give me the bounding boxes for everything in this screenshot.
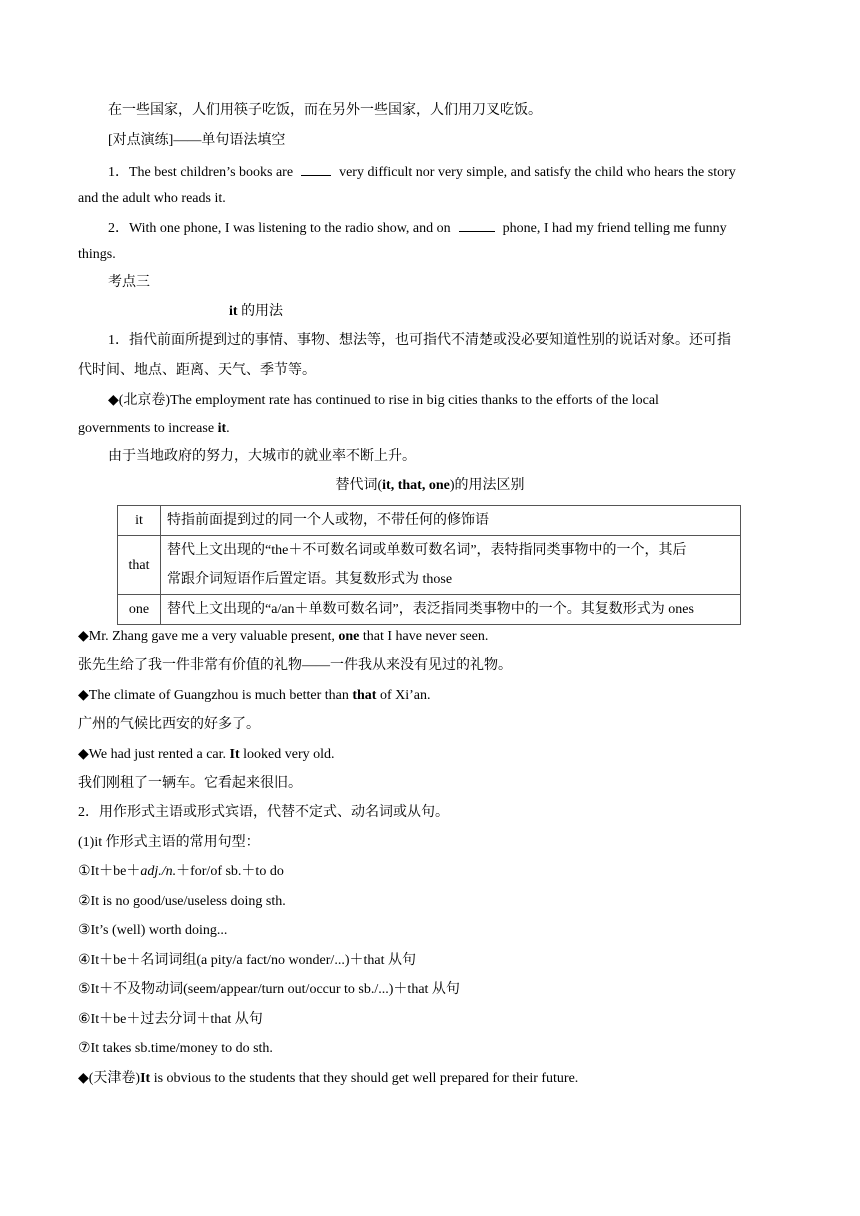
table-desc-that-line-2: 常跟介词短语作后置定语。其复数形式为 those <box>167 572 453 587</box>
question-1-text-pre: The best children’s books are <box>129 165 294 180</box>
table-title-bold: it, that, one <box>382 478 450 493</box>
example-2-translation: 张先生给了我一件非常有价值的礼物——一件我从来没有见过的礼物。 <box>78 658 512 673</box>
section-title <box>229 302 283 322</box>
question-2-continuation: things. <box>78 247 116 262</box>
pattern-1-italic: adj./n. <box>140 864 177 879</box>
example-3-bold: that <box>352 688 377 703</box>
table-desc-it: 特指前面提到过的同一个人或物，不带任何的修饰语 <box>161 506 741 536</box>
example-1-cont-pre: governments to increase <box>78 421 218 436</box>
example-3 <box>78 686 431 706</box>
table-row <box>118 506 741 536</box>
pattern-5: ⑤It＋不及物动词(seem/appear/turn out/occur to sb./...)＋that 从句 <box>78 982 460 997</box>
pattern-1 <box>78 862 284 882</box>
table-title <box>0 476 860 496</box>
question-2-number: 2． <box>108 221 129 236</box>
example-2-pre: ◆Mr. Zhang gave me a very valuable present, <box>78 629 339 644</box>
table-key-it: it <box>118 506 161 536</box>
section-title-it: it <box>229 304 238 319</box>
table-desc-that-line-1: 替代上文出现的“the＋不可数名词或单数可数名词”，表特指同类事物中的一个，其后 <box>167 543 687 558</box>
pattern-1-pre: ①It＋be＋ <box>78 864 141 879</box>
pattern-4: ④It＋be＋名词词组(a pity/a fact/no wonder/...)＋that 从句 <box>78 953 416 968</box>
example-5 <box>78 1069 578 1089</box>
example-3-pre: ◆The climate of Guangzhou is much better than <box>78 688 353 703</box>
table-desc-one: 替代上文出现的“a/an＋单数可数名词”，表泛指同类事物中的一个。其复数形式为 ones <box>161 595 741 625</box>
example-3-post: of Xi’an. <box>376 688 431 703</box>
example-2-post: that I have never seen. <box>359 629 489 644</box>
question-2-text-pre: With one phone, I was listening to the radio show, and on <box>129 221 451 236</box>
example-4-pre: ◆We had just rented a car. <box>78 747 230 762</box>
question-1-continuation: and the adult who reads it. <box>78 191 226 206</box>
rule-1-line-1: 1．指代前面所提到过的事情、事物、想法等，也可指代不清楚或没必要知道性别的说话对象。还可指 <box>108 333 731 348</box>
table-row <box>118 536 741 595</box>
pattern-7: ⑦It takes sb.time/money to do sth. <box>78 1041 273 1056</box>
answer-blank-1[interactable] <box>301 161 331 176</box>
example-1-continuation <box>78 419 230 439</box>
table-title-post: )的用法区别 <box>449 478 525 493</box>
section-label: 考点三 <box>108 275 150 290</box>
rule-1-line-2: 代时间、地点、距离、天气、季节等。 <box>78 363 316 378</box>
pattern-6: ⑥It＋be＋过去分词＋that 从句 <box>78 1012 263 1027</box>
pattern-1-post: ＋for/of sb.＋to do <box>176 864 284 879</box>
table-row <box>118 595 741 625</box>
comparison-table <box>117 505 741 625</box>
example-1-cont-bold: it <box>217 421 227 436</box>
question-1-text-post: very difficult nor very simple, and satisfy the child who hears the story <box>339 165 736 180</box>
question-1 <box>108 161 782 183</box>
rule-2: 2．用作形式主语或形式宾语，代替不定式、动名词或从句。 <box>78 805 449 820</box>
example-5-pre: ◆(天津卷) <box>78 1071 141 1086</box>
example-2 <box>78 627 488 647</box>
section-title-rest: 的用法 <box>237 304 284 319</box>
example-5-post: is obvious to the students that they should get well prepared for their future. <box>150 1071 579 1086</box>
example-1-cont-post: . <box>226 421 230 436</box>
example-4-post: looked very old. <box>239 747 335 762</box>
example-5-bold: It <box>140 1071 151 1086</box>
example-4-bold: It <box>229 747 240 762</box>
table-title-pre: 替代词( <box>335 478 383 493</box>
table-desc-that <box>161 536 741 595</box>
practice-heading: [对点演练]——单句语法填空 <box>108 133 286 148</box>
question-1-number: 1． <box>108 165 129 180</box>
example-4-translation: 我们刚租了一辆车。它看起来很旧。 <box>78 776 302 791</box>
paragraph-translation: 在一些国家，人们用筷子吃饭，而在另外一些国家，人们用刀叉吃饭。 <box>108 103 542 118</box>
rule-2-subheading: (1)it 作形式主语的常用句型： <box>78 835 260 850</box>
question-2-text-post: phone, I had my friend telling me funny <box>502 221 727 236</box>
table-key-one: one <box>118 595 161 625</box>
example-1-translation: 由于当地政府的努力，大城市的就业率不断上升。 <box>108 449 416 464</box>
example-1: ◆(北京卷)The employment rate has continued to rise in big cities thanks to the efforts of the local <box>108 393 659 408</box>
table-key-that: that <box>118 536 161 595</box>
example-3-translation: 广州的气候比西安的好多了。 <box>78 717 260 732</box>
pattern-2: ②It is no good/use/useless doing sth. <box>78 894 286 909</box>
question-2 <box>108 217 782 239</box>
example-4 <box>78 745 335 765</box>
answer-blank-2[interactable] <box>459 217 495 232</box>
example-2-bold: one <box>338 629 360 644</box>
pattern-3: ③It’s (well) worth doing... <box>78 923 228 938</box>
